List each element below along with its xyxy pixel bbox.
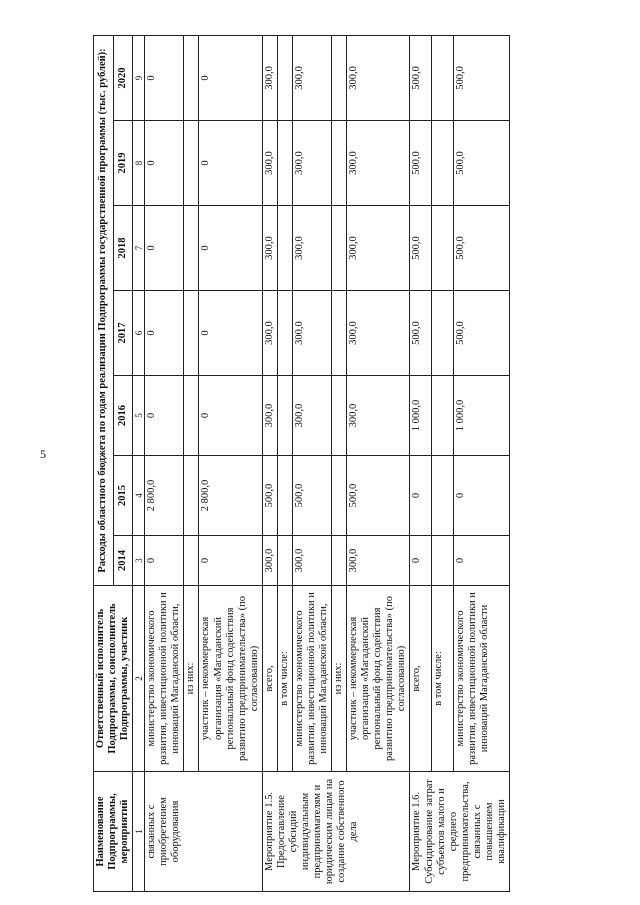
index-cell: 7 — [133, 206, 145, 291]
value-cell — [432, 456, 454, 536]
value-cell: 500,0 — [262, 456, 277, 536]
year-header: 2017 — [113, 291, 133, 376]
value-cell: 500,0 — [347, 456, 410, 536]
value-cell: 0 — [199, 376, 262, 456]
value-cell — [332, 376, 347, 456]
value-cell: 300,0 — [347, 35, 410, 120]
value-cell: 1 000,0 — [453, 376, 509, 456]
value-cell: 300,0 — [292, 35, 331, 120]
value-cell — [184, 121, 199, 206]
executor-cell: всего, — [262, 586, 277, 772]
value-cell: 300,0 — [347, 206, 410, 291]
index-cell: 6 — [133, 291, 145, 376]
measure-name: связанных с приобретением оборудования — [145, 772, 263, 892]
value-cell: 300,0 — [262, 376, 277, 456]
value-cell: 2 800,0 — [199, 456, 262, 536]
executor-cell: участник – некоммерческая организация «Магаданский региональный фонд содействия развитию предпринимательства» (по согласованию) — [199, 586, 262, 772]
value-cell — [432, 206, 454, 291]
rotated-table-container — [93, 36, 557, 892]
value-cell: 0 — [410, 456, 432, 536]
value-cell — [277, 536, 292, 586]
value-cell: 300,0 — [292, 536, 331, 586]
table-row — [347, 35, 410, 891]
value-cell: 2 800,0 — [145, 456, 184, 536]
value-cell: 0 — [145, 206, 184, 291]
year-header: 2015 — [113, 456, 133, 536]
executor-cell: министерство экономического развития, инвестиционной политики и инноваций Магаданской области — [453, 586, 509, 772]
value-cell: 500,0 — [410, 35, 432, 120]
index-cell: 2 — [133, 586, 145, 772]
value-cell: 500,0 — [292, 456, 331, 536]
index-cell: 4 — [133, 456, 145, 536]
value-cell — [184, 376, 199, 456]
value-cell: 300,0 — [262, 206, 277, 291]
value-cell: 300,0 — [292, 206, 331, 291]
value-cell: 0 — [453, 536, 509, 586]
value-cell — [277, 291, 292, 376]
value-cell — [432, 291, 454, 376]
value-cell — [277, 121, 292, 206]
table-body — [145, 35, 510, 891]
value-cell: 300,0 — [347, 376, 410, 456]
value-cell: 300,0 — [292, 121, 331, 206]
value-cell — [432, 35, 454, 120]
value-cell: 0 — [145, 291, 184, 376]
value-cell — [332, 291, 347, 376]
value-cell — [277, 35, 292, 120]
year-header: 2018 — [113, 206, 133, 291]
table-row — [145, 35, 184, 891]
executor-cell: участник – некоммерческая организация «Магаданский региональный фонд содействия развитию предпринимательства» (по согласованию) — [347, 586, 410, 772]
value-cell — [332, 206, 347, 291]
value-cell — [184, 536, 199, 586]
value-cell: 500,0 — [453, 206, 509, 291]
value-cell: 0 — [145, 376, 184, 456]
table-row — [184, 35, 199, 891]
value-cell — [432, 121, 454, 206]
index-cell: 5 — [133, 376, 145, 456]
value-cell: 500,0 — [453, 121, 509, 206]
table-row — [453, 35, 509, 891]
table-row — [410, 35, 432, 891]
table-row — [262, 35, 277, 891]
value-cell: 0 — [199, 536, 262, 586]
table-row — [199, 35, 262, 891]
index-row — [133, 35, 145, 891]
header-budget: Расходы областного бюджета по годам реализации Подпрограммы государственной программы (тыс. рублей): — [94, 35, 114, 585]
executor-cell: из них: — [184, 586, 199, 772]
value-cell — [184, 456, 199, 536]
value-cell: 500,0 — [410, 121, 432, 206]
index-cell: 8 — [133, 121, 145, 206]
executor-cell: из них: — [332, 586, 347, 772]
table-row — [332, 35, 347, 891]
executor-cell: в том числе: — [432, 586, 454, 772]
value-cell — [184, 291, 199, 376]
value-cell: 1 000,0 — [410, 376, 432, 456]
measure-name: Мероприятие 1.5. Предоставление субсидий индивидуальным предпринимателям и юридическим лицам на создание собственного дела — [262, 772, 410, 892]
year-header: 2019 — [113, 121, 133, 206]
value-cell: 500,0 — [453, 35, 509, 120]
value-cell: 0 — [199, 121, 262, 206]
value-cell: 300,0 — [347, 291, 410, 376]
value-cell: 300,0 — [262, 536, 277, 586]
value-cell: 0 — [199, 206, 262, 291]
value-cell: 500,0 — [410, 206, 432, 291]
page-number: 5 — [40, 447, 46, 461]
value-cell: 500,0 — [410, 291, 432, 376]
table-row — [277, 35, 292, 891]
value-cell: 0 — [199, 35, 262, 120]
value-cell: 300,0 — [347, 121, 410, 206]
value-cell — [277, 376, 292, 456]
value-cell — [332, 35, 347, 120]
value-cell — [332, 536, 347, 586]
executor-cell: всего, — [410, 586, 432, 772]
value-cell: 300,0 — [262, 291, 277, 376]
value-cell: 0 — [453, 456, 509, 536]
value-cell — [332, 121, 347, 206]
value-cell: 0 — [145, 536, 184, 586]
header-name: Наименование Подпрограммы, мероприятий — [94, 772, 133, 892]
value-cell: 0 — [410, 536, 432, 586]
year-header: 2014 — [113, 536, 133, 586]
value-cell: 0 — [145, 121, 184, 206]
value-cell: 300,0 — [347, 536, 410, 586]
index-cell: 3 — [133, 536, 145, 586]
executor-cell: в том числе: — [277, 586, 292, 772]
measure-name: Мероприятие 1.6. Субсидирование затрат субъектов малого и среднего предпринимательства, связанных с повышением квалификации — [410, 772, 510, 892]
value-cell: 300,0 — [292, 291, 331, 376]
value-cell — [332, 456, 347, 536]
value-cell — [432, 536, 454, 586]
value-cell: 300,0 — [292, 376, 331, 456]
executor-cell: министерство экономического развития, инвестиционной политики и инноваций Магаданской области, — [292, 586, 331, 772]
executor-cell: министерство экономического развития, инвестиционной политики и инноваций Магаданской области, — [145, 586, 184, 772]
value-cell: 0 — [145, 35, 184, 120]
value-cell — [432, 376, 454, 456]
value-cell: 300,0 — [262, 121, 277, 206]
year-header: 2020 — [113, 35, 133, 120]
value-cell — [184, 206, 199, 291]
value-cell: 0 — [199, 291, 262, 376]
value-cell — [277, 206, 292, 291]
table-row — [292, 35, 331, 891]
value-cell: 300,0 — [262, 35, 277, 120]
index-cell: 1 — [133, 772, 145, 892]
table-row — [432, 35, 454, 891]
budget-table — [93, 35, 510, 892]
year-header: 2016 — [113, 376, 133, 456]
value-cell — [277, 456, 292, 536]
value-cell: 500,0 — [453, 291, 509, 376]
index-cell: 9 — [133, 35, 145, 120]
header-executor: Ответственный исполнитель Подпрограммы, соисполнитель Подпрограммы, участник — [94, 586, 133, 772]
value-cell — [184, 35, 199, 120]
